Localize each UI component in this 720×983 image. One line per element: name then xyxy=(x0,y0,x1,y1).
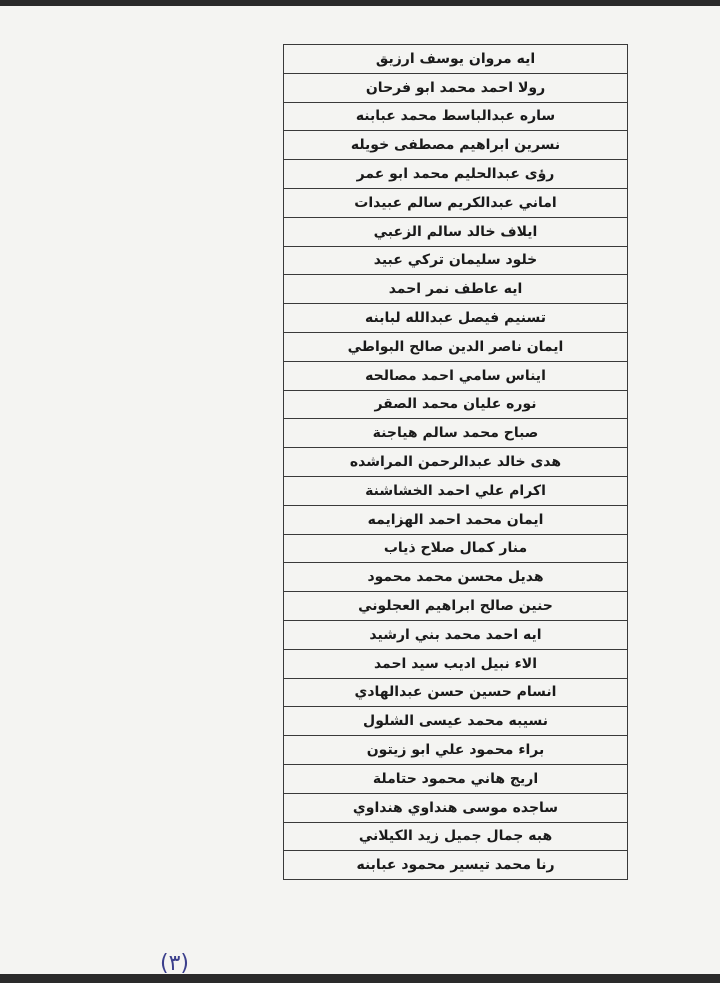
name-cell: الاء نبيل اديب سيد احمد xyxy=(284,649,628,678)
table-row xyxy=(284,332,628,361)
name-cell: خلود سليمان تركي عبيد xyxy=(284,246,628,275)
name-cell: اكرام علي احمد الخشاشنة xyxy=(284,476,628,505)
name-cell: رؤى عبدالحليم محمد ابو عمر xyxy=(284,160,628,189)
table-row xyxy=(284,620,628,649)
name-cell: رولا احمد محمد ابو فرحان xyxy=(284,73,628,102)
table-row xyxy=(284,246,628,275)
name-cell: انسام حسين حسن عبدالهادي xyxy=(284,678,628,707)
table-row xyxy=(284,217,628,246)
table-row xyxy=(284,678,628,707)
table-row xyxy=(284,851,628,880)
name-cell: ايه مروان يوسف ارزيق xyxy=(284,45,628,74)
name-cell: منار كمال صلاح ذياب xyxy=(284,534,628,563)
page-number: (٣) xyxy=(160,951,190,976)
table-row xyxy=(284,419,628,448)
name-cell: نسيبه محمد عيسى الشلول xyxy=(284,707,628,736)
name-cell: ايناس سامي احمد مصالحه xyxy=(284,361,628,390)
table-row xyxy=(284,188,628,217)
document-page xyxy=(0,6,720,974)
table-row xyxy=(284,102,628,131)
table-row xyxy=(284,534,628,563)
table-row xyxy=(284,592,628,621)
name-cell: ايه احمد محمد بني ارشيد xyxy=(284,620,628,649)
name-cell: براء محمود علي ابو زيتون xyxy=(284,736,628,765)
name-cell: رنا محمد تيسير محمود عبابنه xyxy=(284,851,628,880)
table-row xyxy=(284,448,628,477)
name-cell: ايمان ناصر الدين صالح البواطي xyxy=(284,332,628,361)
table-row xyxy=(284,822,628,851)
table-row xyxy=(284,160,628,189)
name-cell: ايلاف خالد سالم الزعبي xyxy=(284,217,628,246)
table-row xyxy=(284,476,628,505)
name-cell: نسرين ابراهيم مصطفى خويله xyxy=(284,131,628,160)
table-row xyxy=(284,563,628,592)
table-row xyxy=(284,304,628,333)
table-row xyxy=(284,73,628,102)
name-cell: هديل محسن محمد محمود xyxy=(284,563,628,592)
table-row xyxy=(284,649,628,678)
table-row xyxy=(284,764,628,793)
table-row xyxy=(284,793,628,822)
name-cell: اماني عبدالكريم سالم عبيدات xyxy=(284,188,628,217)
names-table xyxy=(283,44,628,880)
table-row xyxy=(284,736,628,765)
table-row xyxy=(284,361,628,390)
table-row xyxy=(284,275,628,304)
table-row xyxy=(284,505,628,534)
name-cell: تسنيم فيصل عبدالله لبابنه xyxy=(284,304,628,333)
name-cell: صباح محمد سالم هياجنة xyxy=(284,419,628,448)
table-row xyxy=(284,390,628,419)
table-row xyxy=(284,45,628,74)
name-cell: هبه جمال جميل زيد الكيلاني xyxy=(284,822,628,851)
name-cell: ايه عاطف نمر احمد xyxy=(284,275,628,304)
table-row xyxy=(284,707,628,736)
name-cell: ساره عبدالباسط محمد عبابنه xyxy=(284,102,628,131)
names-table-body xyxy=(284,45,628,880)
table-row xyxy=(284,131,628,160)
name-cell: ساجده موسى هنداوي هنداوي xyxy=(284,793,628,822)
name-cell: هدى خالد عبدالرحمن المراشده xyxy=(284,448,628,477)
name-cell: اريج هاني محمود حتاملة xyxy=(284,764,628,793)
name-cell: حنين صالح ابراهيم العجلوني xyxy=(284,592,628,621)
name-cell: ايمان محمد احمد الهزايمه xyxy=(284,505,628,534)
name-cell: نوره عليان محمد الصقر xyxy=(284,390,628,419)
